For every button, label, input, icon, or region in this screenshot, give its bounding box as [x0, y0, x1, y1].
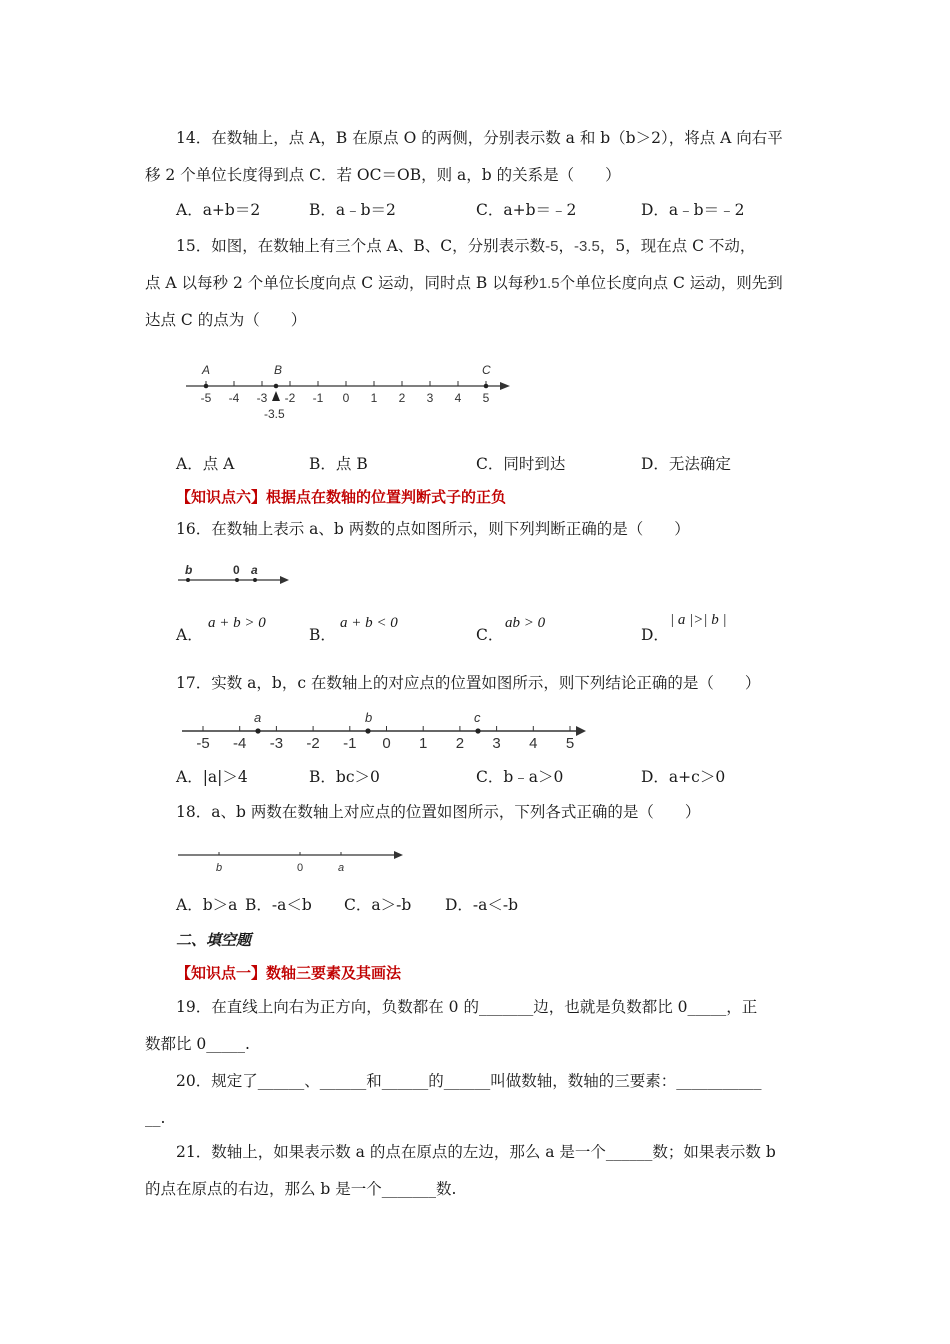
q15-label-a: A — [202, 363, 211, 377]
q20-line2: __. — [145, 1109, 166, 1127]
q15-label-b: B — [274, 363, 283, 377]
q16-option-a-letter[interactable]: A． — [176, 626, 203, 644]
q18-option-d[interactable]: D．-a＜-b — [445, 896, 519, 914]
q16-option-b-letter[interactable]: B． — [309, 626, 336, 644]
q16-line1: 16．在数轴上表示 a、b 两数的点如图所示，则下列判断正确的是（ ） — [176, 520, 690, 538]
tick-label: -3 — [256, 391, 268, 405]
q16-option-c-expr[interactable]: ab > 0 — [505, 615, 546, 631]
q16-point-zero — [235, 578, 239, 582]
q17-line1: 17．实数 a，b，c 在数轴上的对应点的位置如图所示，则下列结论正确的是（ ） — [176, 674, 761, 692]
q18-axis-arrow — [394, 851, 403, 859]
q15-point-c — [484, 384, 489, 389]
q16-number-line — [176, 560, 296, 590]
q17-option-a[interactable]: A．|a|＞4 — [176, 768, 248, 786]
q18-option-c[interactable]: C．a＞-b — [344, 896, 412, 914]
section-two-heading: 二、填空题 — [176, 931, 252, 949]
knowledge-point-one-heading: 【知识点一】数轴三要素及其画法 — [176, 964, 402, 982]
q14-option-b[interactable]: B．a﹣b＝2 — [309, 201, 396, 219]
tick-label: 1 — [370, 391, 378, 405]
q17-point-b — [365, 728, 370, 733]
q14-option-c[interactable]: C．a+b＝﹣2 — [476, 201, 577, 219]
q15-number-line — [180, 358, 520, 426]
q15-line1 — [176, 236, 755, 257]
tick-label: -4 — [228, 391, 240, 405]
q17-point-c — [475, 728, 480, 733]
q19-line1: 19．在直线上向右为正方向，负数都在 0 的_______边，也就是负数都比 0_____，正 — [176, 998, 758, 1016]
tick-label: 3 — [426, 391, 434, 405]
q16-axis-arrow — [280, 576, 289, 584]
q15-line1-text-b: ，5，现在点 C 不动， — [599, 237, 756, 255]
tick-label: 4 — [454, 391, 462, 405]
q18-option-b[interactable]: B．-a＜b — [245, 896, 312, 914]
q16-label-a: a — [251, 563, 258, 577]
q16-label-zero: 0 — [233, 563, 240, 577]
q15-line2 — [145, 273, 783, 294]
q17-label-c: c — [474, 710, 481, 725]
tick-label: -5 — [196, 735, 210, 752]
q15-value-a: -5 — [545, 238, 559, 255]
tick-label: 5 — [482, 391, 490, 405]
q18-label-b: b — [216, 862, 223, 874]
tick-label: -1 — [343, 735, 357, 752]
tick-label: 1 — [419, 735, 428, 752]
q18-number-line — [176, 845, 411, 875]
q15-line2-text-a: 点 A 以每秒 2 个单位长度向点 C 运动，同时点 B 以每秒 — [145, 274, 539, 292]
tick-label: -2 — [284, 391, 296, 405]
tick-label: 0 — [382, 735, 391, 752]
tick-label: -5 — [200, 391, 212, 405]
q15-separator: ， — [558, 237, 574, 255]
q15-option-d[interactable]: D．无法确定 — [641, 455, 731, 473]
q18-option-a[interactable]: A．b＞a — [176, 896, 238, 914]
q15-option-b[interactable]: B．点 B — [309, 455, 368, 473]
q15-point-b — [274, 384, 279, 389]
q15-arrow-marker — [272, 391, 280, 401]
q17-ticks — [196, 726, 574, 752]
q15-speed-b: 1.5 — [538, 275, 560, 292]
tick-label: 2 — [455, 735, 465, 752]
q15-point-a — [204, 384, 209, 389]
q15-line1-text-a: 15．如图，在数轴上有三个点 A、B、C，分别表示数 — [176, 237, 546, 255]
q16-option-a-expr[interactable]: a + b > 0 — [208, 615, 266, 631]
q15-line2-text-b: 个单位长度向点 C 运动，则先到 — [559, 274, 783, 292]
q18-label-zero: 0 — [297, 862, 304, 874]
tick-label: -4 — [233, 735, 247, 752]
q21-line1: 21．数轴上，如果表示数 a 的点在原点的左边，那么 a 是一个______数；如果表示数 b — [176, 1143, 776, 1161]
q19-line2: 数都比 0_____. — [145, 1035, 250, 1053]
tick-label: 3 — [492, 735, 501, 752]
q17-number-line — [176, 708, 596, 754]
q16-point-a — [253, 578, 257, 582]
q15-option-c[interactable]: C．同时到达 — [476, 455, 566, 473]
q15-b-value-label: -3.5 — [264, 407, 285, 421]
q17-label-b: b — [365, 710, 373, 725]
q18-label-a: a — [338, 862, 345, 874]
q20-line1: 20．规定了______、______和______的______叫做数轴，数轴的三要素：___________ — [176, 1072, 762, 1090]
q16-option-d-letter[interactable]: D． — [641, 626, 669, 644]
q16-point-b — [186, 578, 190, 582]
q17-option-d[interactable]: D．a+c＞0 — [641, 768, 726, 786]
knowledge-point-six-heading: 【知识点六】根据点在数轴的位置判断式子的正负 — [176, 488, 507, 506]
tick-label: -2 — [306, 735, 320, 752]
q17-label-a: a — [254, 710, 262, 725]
q15-axis-arrow — [500, 382, 510, 390]
q18-line1: 18．a、b 两数在数轴上对应点的位置如图所示，下列各式正确的是（ ） — [176, 803, 701, 821]
q17-axis-arrow — [576, 726, 586, 736]
q14-option-a[interactable]: A．a+b＝2 — [176, 201, 261, 219]
q15-option-a[interactable]: A．点 A — [176, 455, 235, 473]
tick-label: 5 — [565, 735, 575, 752]
tick-label: 2 — [398, 391, 406, 405]
q21-line2: 的点在原点的右边，那么 b 是一个_______数. — [145, 1180, 457, 1198]
q17-point-a — [255, 728, 260, 733]
q16-option-d-expr[interactable]: | a |>| b | — [670, 612, 727, 628]
q15-label-c: C — [482, 363, 491, 377]
q16-label-b: b — [185, 563, 193, 577]
q14-line2: 移 2 个单位长度得到点 C．若 OC＝OB，则 a，b 的关系是（ ） — [145, 166, 621, 184]
q16-option-c-letter[interactable]: C． — [476, 626, 504, 644]
q16-option-b-expr[interactable]: a + b < 0 — [340, 615, 398, 631]
tick-label: -3 — [269, 735, 284, 752]
q15-value-b: -3.5 — [573, 238, 600, 255]
q15-line3: 达点 C 的点为（ ） — [145, 311, 307, 329]
tick-label: 0 — [342, 391, 350, 405]
q17-option-c[interactable]: C．b﹣a＞0 — [476, 768, 564, 786]
tick-label: 4 — [529, 735, 538, 752]
tick-label: -1 — [312, 391, 324, 405]
q17-option-b[interactable]: B．bc＞0 — [309, 768, 380, 786]
q14-option-d[interactable]: D．a﹣b＝﹣2 — [641, 201, 745, 219]
q15-ticks — [201, 381, 490, 405]
q14-line1: 14．在数轴上，点 A，B 在原点 O 的两侧，分别表示数 a 和 b（b＞2），将点 A 向右平 — [176, 129, 783, 147]
